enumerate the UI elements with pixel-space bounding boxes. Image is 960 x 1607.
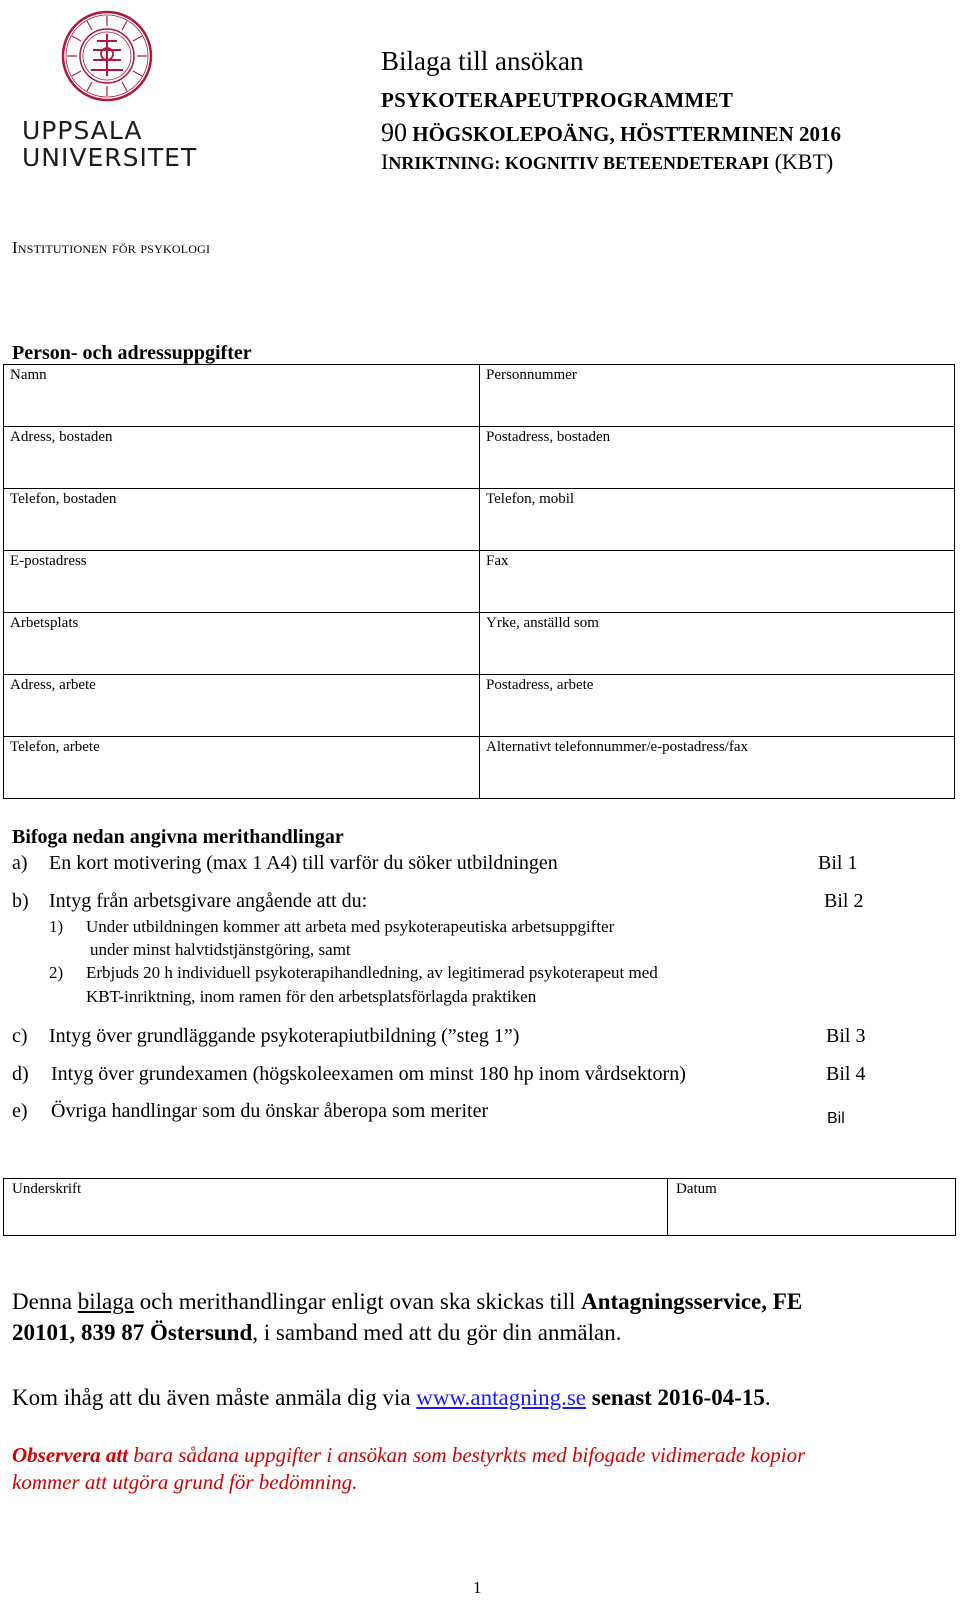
- merit-e-text: Övriga handlingar som du önskar åberopa som meriter: [51, 1100, 489, 1122]
- reminder-period: .: [764, 1385, 771, 1410]
- work-address-field[interactable]: Adress, arbete: [4, 675, 480, 737]
- table-row: [4, 613, 955, 675]
- orientation-initial: I: [381, 149, 389, 174]
- workplace-field[interactable]: Arbetsplats: [4, 613, 480, 675]
- merit-b-sub1-line1: Under utbildningen kommer att arbeta med psykoterapeutiska arbetsuppgifter: [86, 917, 615, 936]
- signature-box: [3, 1178, 956, 1236]
- registration-reminder: [12, 1385, 771, 1411]
- instructions-text: och merithandlingar enligt ovan ska skickas till: [133, 1289, 582, 1314]
- date-field[interactable]: Datum: [676, 1181, 717, 1197]
- merit-b-letter: b): [12, 890, 29, 912]
- merit-b-attachment: Bil 2: [824, 890, 864, 912]
- page-number: 1: [473, 1578, 482, 1597]
- merit-d-attachment: Bil 4: [826, 1063, 866, 1085]
- signature-field[interactable]: Underskrift: [12, 1181, 82, 1197]
- home-postal-address-field[interactable]: Postadress, bostaden: [480, 427, 955, 489]
- logo-universitet-text: UNIVERSITET: [22, 143, 198, 172]
- table-row: [4, 427, 955, 489]
- reminder-text: Kom ihåg att du även måste anmäla dig via: [12, 1385, 417, 1410]
- merit-b-sub1-line2: under minst halvtidstjänstgöring, samt: [90, 940, 351, 959]
- merit-c-attachment: Bil 3: [826, 1025, 866, 1047]
- occupation-field[interactable]: Yrke, anställd som: [480, 613, 955, 675]
- merit-e-letter: e): [12, 1100, 28, 1122]
- observe-note-line2: kommer att utgöra grund för bedömning.: [12, 1470, 358, 1494]
- home-phone-field[interactable]: Telefon, bostaden: [4, 489, 480, 551]
- observe-text: bara sådana uppgifter i ansökan som bestyrkts med bifogade vidimerade kopior: [128, 1443, 806, 1467]
- program-orientation: [381, 149, 833, 175]
- uppsala-university-logo: [22, 8, 198, 173]
- table-row: [4, 489, 955, 551]
- work-phone-field[interactable]: Telefon, arbete: [4, 737, 480, 799]
- observe-note-line1: [12, 1443, 805, 1468]
- program-name: PSYKOTERAPEUTPROGRAMMET: [381, 88, 734, 112]
- merit-a-text: En kort motivering (max 1 A4) till varför du söker utbildningen: [49, 852, 558, 874]
- table-row: [4, 551, 955, 613]
- person-section-title: Person- och adressuppgifter: [12, 342, 252, 364]
- submission-instructions-line2: [12, 1320, 621, 1346]
- personal-number-field[interactable]: Personnummer: [480, 365, 955, 427]
- home-address-field[interactable]: Adress, bostaden: [4, 427, 480, 489]
- merit-section-title: Bifoga nedan angivna merithandlingar: [12, 826, 344, 848]
- merit-e-attachment: Bil: [827, 1110, 845, 1127]
- university-seal-icon: [22, 8, 192, 113]
- merit-b-sub2-line1: Erbjuds 20 h individuell psykoterapihandledning, av legitimerad psykoterapeut med: [86, 963, 658, 982]
- table-row: [4, 737, 955, 799]
- instructions-text: , i samband med att du gör din anmälan.: [252, 1320, 622, 1345]
- antagning-link[interactable]: www.antagning.se: [416, 1385, 586, 1410]
- orientation-kbt: (KBT): [769, 149, 834, 174]
- logo-uppsala-text: UPPSALA: [22, 116, 143, 145]
- orientation-text: NRIKTNING: KOGNITIV BETEENDETERAPI: [388, 153, 770, 173]
- merit-d-text: Intyg över grundexamen (högskoleexamen om minst 180 hp inom vårdsektorn): [51, 1063, 686, 1085]
- name-field[interactable]: Namn: [4, 365, 480, 427]
- merit-c-text: Intyg över grundläggande psykoterapiutbildning (”steg 1”): [49, 1025, 520, 1047]
- merit-b-sub2-number: 2): [49, 963, 64, 982]
- merit-c-letter: c): [12, 1025, 28, 1047]
- instructions-bilaga: bilaga: [77, 1289, 134, 1314]
- mobile-phone-field[interactable]: Telefon, mobil: [480, 489, 955, 551]
- admissions-address: 20101, 839 87 Östersund: [12, 1320, 253, 1345]
- email-field[interactable]: E-postadress: [4, 551, 480, 613]
- merit-a-letter: a): [12, 852, 28, 874]
- table-row: [4, 365, 955, 427]
- fax-field[interactable]: Fax: [480, 551, 955, 613]
- credits-number: 90: [381, 118, 407, 147]
- credits-text: HÖGSKOLEPOÄNG, HÖSTTERMINEN 2016: [407, 122, 842, 146]
- admissions-service-name: Antagningsservice, FE: [581, 1289, 803, 1314]
- program-credits-term: [381, 118, 841, 148]
- submission-instructions-line1: [12, 1289, 802, 1315]
- person-address-table: [3, 364, 955, 799]
- observe-label: Observera att: [12, 1443, 129, 1467]
- merit-b-sub2-line2: KBT-inriktning, inom ramen för den arbetsplatsförlagda praktiken: [86, 987, 537, 1006]
- work-postal-address-field[interactable]: Postadress, arbete: [480, 675, 955, 737]
- signature-divider: [667, 1179, 668, 1235]
- merit-b-text: Intyg från arbetsgivare angående att du:: [49, 890, 368, 912]
- merit-b-sub1-number: 1): [49, 917, 64, 936]
- deadline-date: senast 2016-04-15: [586, 1385, 765, 1410]
- merit-d-letter: d): [12, 1063, 29, 1085]
- instructions-text: Denna: [12, 1289, 78, 1314]
- alternative-contact-field[interactable]: Alternativt telefonnummer/e-postadress/fax: [480, 737, 955, 799]
- table-row: [4, 675, 955, 737]
- merit-a-attachment: Bil 1: [818, 852, 858, 874]
- institution-name: Institutionen för psykologi: [12, 238, 211, 257]
- page-title: Bilaga till ansökan: [381, 46, 584, 76]
